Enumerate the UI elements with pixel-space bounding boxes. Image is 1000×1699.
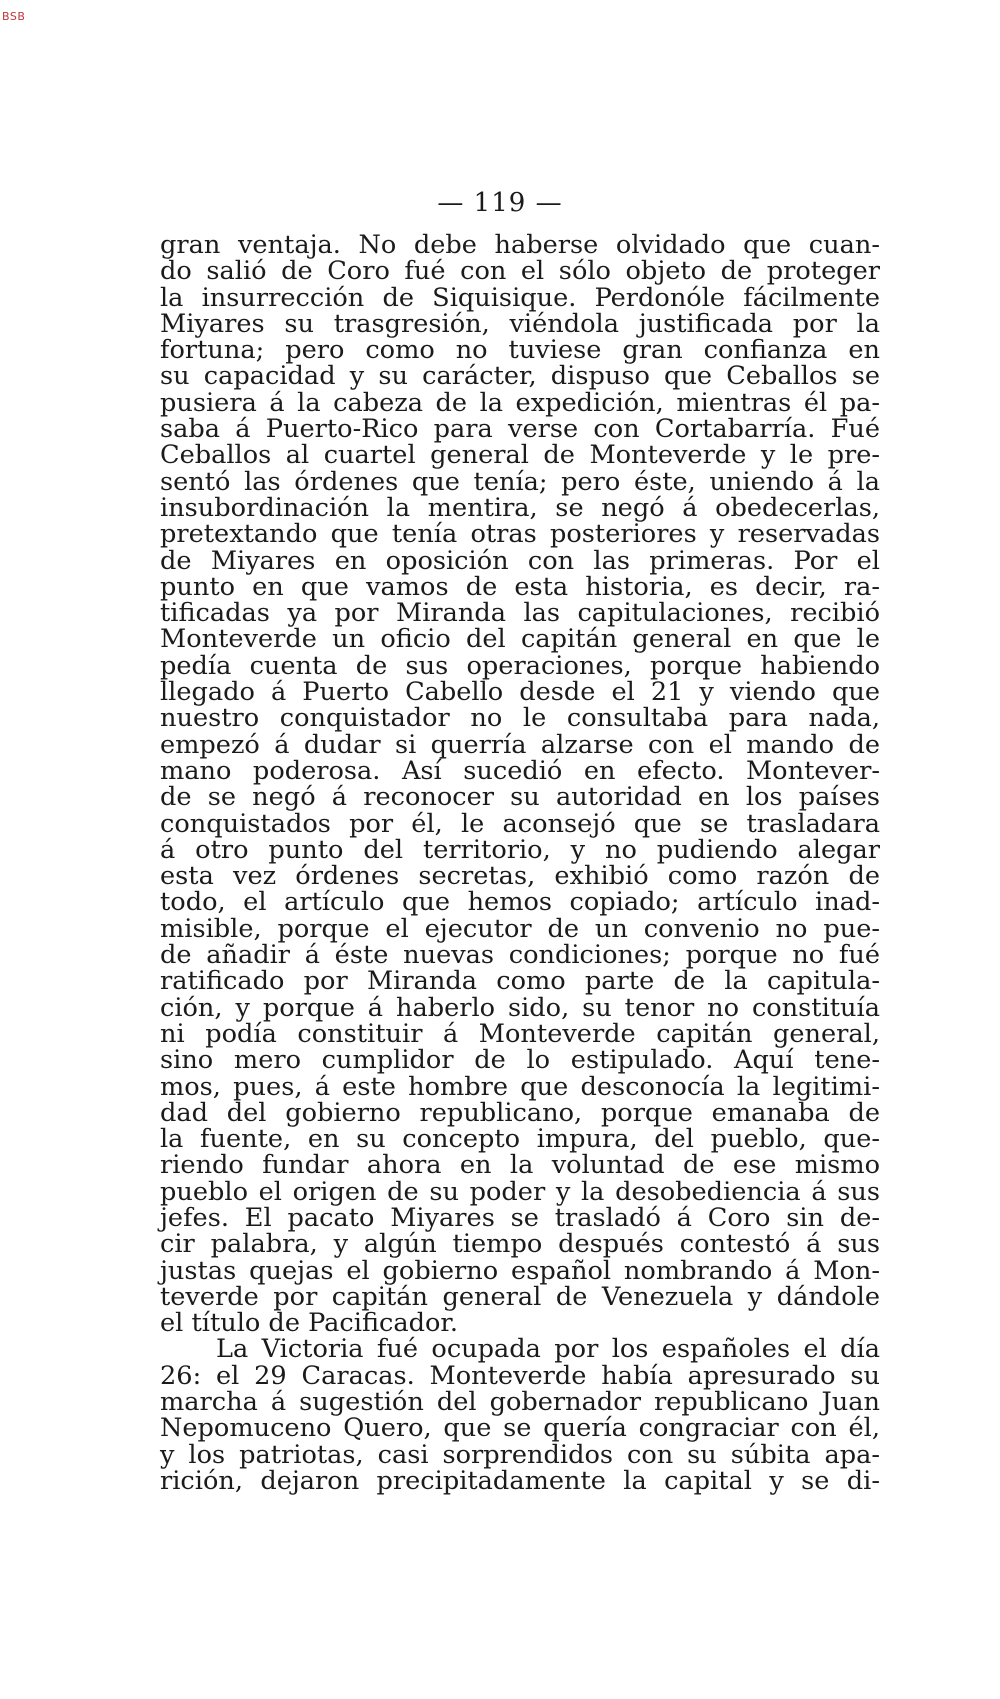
text-line: riendo fundar ahora en la voluntad de ese mismo xyxy=(160,1150,880,1181)
text-line: Ceballos al cuartel general de Monteverde y le pre- xyxy=(160,440,880,471)
text-line: Miyares su trasgresión, viéndola justificada por la xyxy=(160,308,880,339)
library-stamp: BSB xyxy=(2,10,26,23)
paragraph-start-line: La Victoria fué ocupada por los españoles el día xyxy=(216,1334,880,1365)
text-line: ratificado por Miranda como parte de la capitula- xyxy=(160,966,880,997)
text-line: sino mero cumplidor de lo estipulado. Aquí tene- xyxy=(160,1045,880,1076)
text-line: la fuente, en su concepto impura, del pueblo, que- xyxy=(160,1124,880,1155)
text-line: pueblo el origen de su poder y la desobediencia á sus xyxy=(160,1176,880,1207)
text-line: tificadas ya por Miranda las capitulaciones, recibió xyxy=(160,598,880,629)
text-line: teverde por capitán general de Venezuela y dándole xyxy=(160,1281,880,1312)
text-line: dad del gobierno republicano, porque emanaba de xyxy=(160,1097,880,1128)
text-line: insubordinación la mentira, se negó á obedecerlas, xyxy=(160,492,880,523)
text-line: fortuna; pero como no tuviese gran confianza en xyxy=(160,335,880,366)
page-number: — 119 — xyxy=(437,188,563,218)
text-line: esta vez órdenes secretas, exhibió como razón de xyxy=(160,861,880,892)
text-line: su capacidad y su carácter, dispuso que Ceballos se xyxy=(160,361,880,392)
text-line: conquistados por él, le aconsejó que se trasladara xyxy=(160,808,880,839)
body-text xyxy=(160,232,880,1494)
text-line: nuestro conquistador no le consultaba para nada, xyxy=(160,703,880,734)
paragraph-end-line: el título de Pacificador. xyxy=(160,1308,458,1339)
text-line: cir palabra, y algún tiempo después contestó á sus xyxy=(160,1229,880,1260)
text-line: mano poderosa. Así sucedió en efecto. Montever- xyxy=(160,755,880,786)
text-line: pretextando que tenía otras posteriores y reservadas xyxy=(160,519,880,550)
text-line: 26: el 29 Caracas. Monteverde había apresurado su xyxy=(160,1360,880,1391)
text-line: sentó las órdenes que tenía; pero éste, uniendo á la xyxy=(160,466,880,497)
text-line: ción, y porque á haberlo sido, su tenor no constituía xyxy=(160,992,880,1023)
text-line: Monteverde un oficio del capitán general en que le xyxy=(160,624,880,655)
text-line: do salió de Coro fué con el sólo objeto de proteger xyxy=(160,256,880,287)
text-line: todo, el artículo que hemos copiado; artículo inad- xyxy=(160,887,880,918)
text-line: la insurrección de Siquisique. Perdonóle fácilmente xyxy=(160,282,880,313)
text-line: misible, porque el ejecutor de un convenio no pue- xyxy=(160,913,880,944)
text-line: empezó á dudar si querría alzarse con el mando de xyxy=(160,729,880,760)
text-line: Nepomuceno Quero, que se quería congraciar con él, xyxy=(160,1413,880,1444)
text-line: de se negó á reconocer su autoridad en los países xyxy=(160,782,880,813)
text-line: de Miyares en oposición con las primeras. Por el xyxy=(160,545,880,576)
text-line: saba á Puerto-Rico para verse con Cortabarría. Fué xyxy=(160,414,880,445)
text-line: punto en que vamos de esta historia, es decir, ra- xyxy=(160,571,880,602)
text-line: ni podía constituir á Monteverde capitán general, xyxy=(160,1018,880,1049)
text-line: gran ventaja. No debe haberse olvidado que cuan- xyxy=(160,230,880,260)
text-line: justas quejas el gobierno español nombrando á Mon- xyxy=(160,1255,880,1286)
text-line: rición, dejaron precipitadamente la capital y se di- xyxy=(160,1465,880,1496)
text-line: pedía cuenta de sus operaciones, porque habiendo xyxy=(160,650,880,681)
text-line: de añadir á éste nuevas condiciones; porque no fué xyxy=(160,940,880,971)
text-line: á otro punto del territorio, y no pudiendo alegar xyxy=(160,834,880,865)
text-line: mos, pues, á este hombre que desconocía la legitimi- xyxy=(160,1071,880,1102)
text-line: pusiera á la cabeza de la expedición, mientras él pa- xyxy=(160,387,880,418)
text-line: y los patriotas, casi sorprendidos con su súbita apa- xyxy=(160,1439,880,1470)
text-line: llegado á Puerto Cabello desde el 21 y viendo que xyxy=(160,677,880,708)
text-line: marcha á sugestión del gobernador republicano Juan xyxy=(160,1387,880,1418)
text-line: jefes. El pacato Miyares se trasladó á Coro sin de- xyxy=(160,1202,880,1233)
